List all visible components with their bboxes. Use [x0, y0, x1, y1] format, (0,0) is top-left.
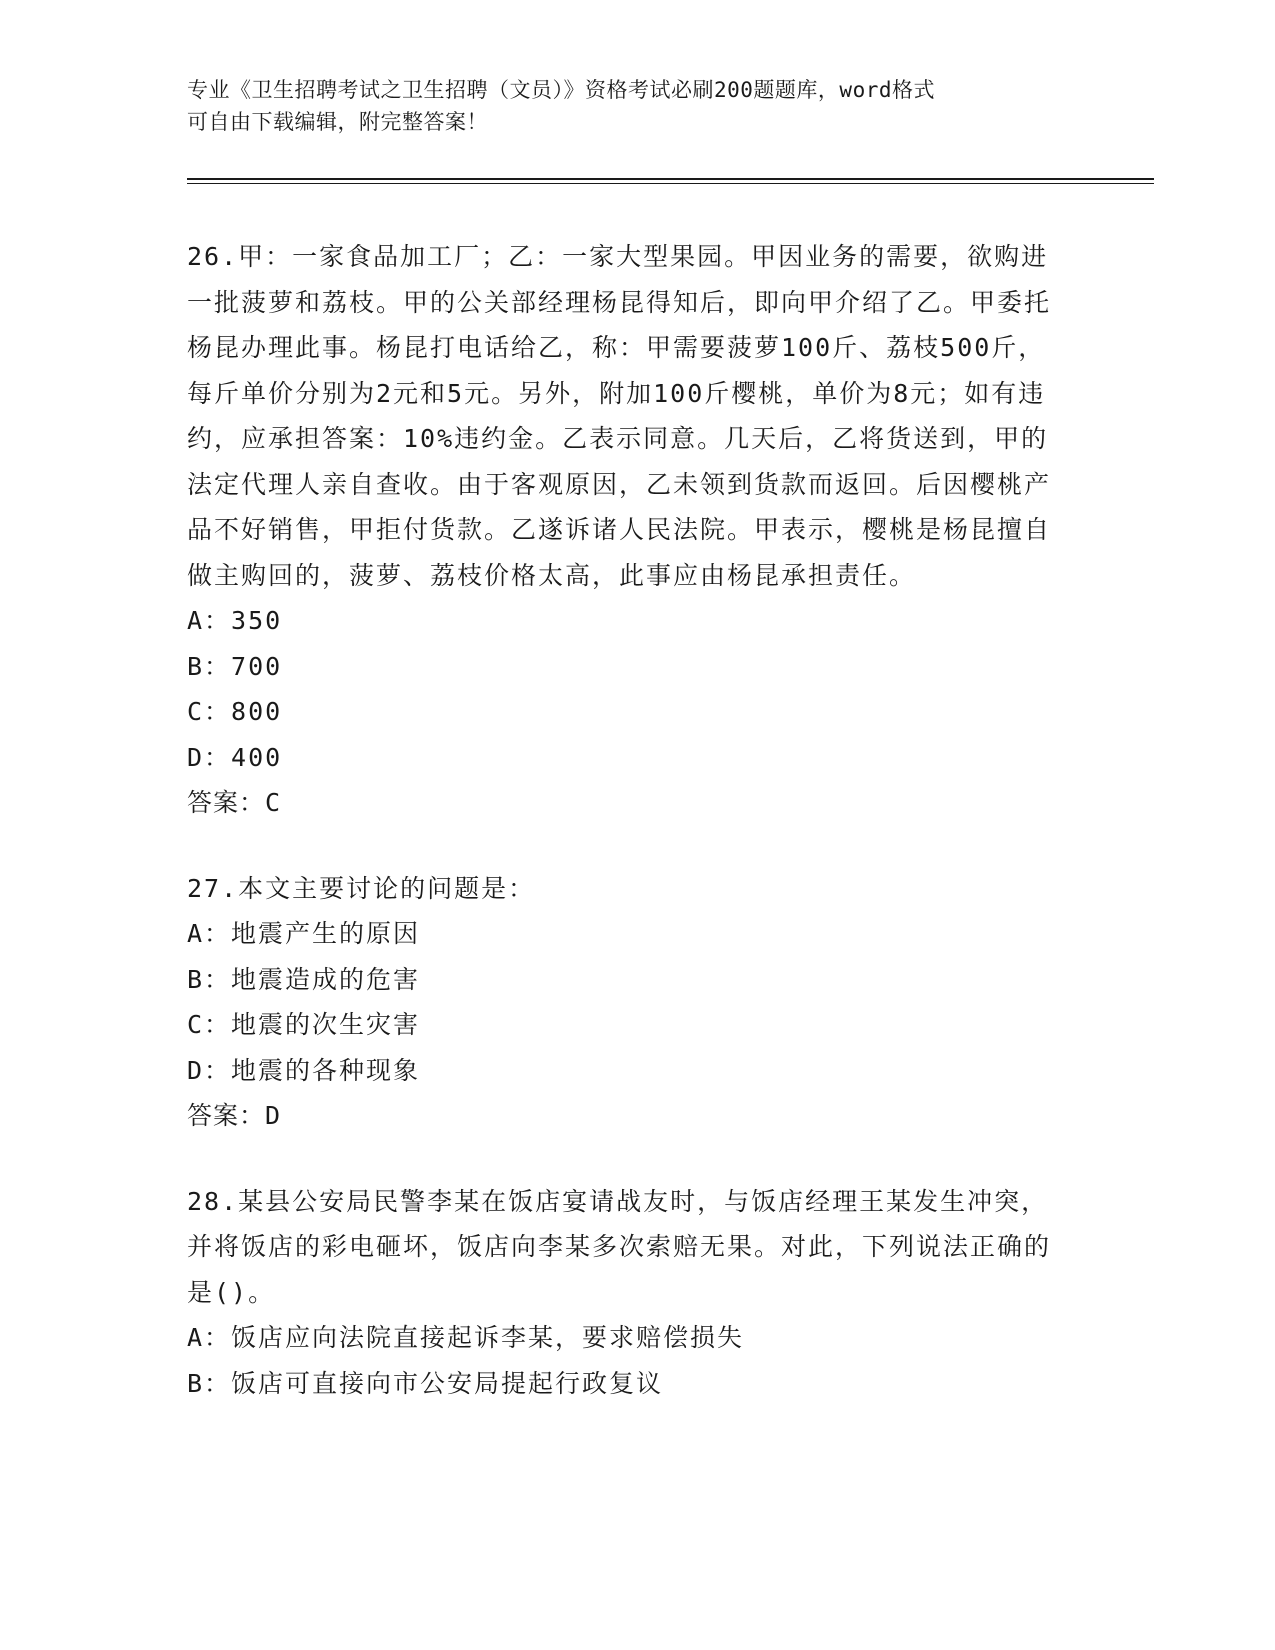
question-27: [187, 866, 1067, 1139]
answer-line: 答案：D: [187, 1101, 282, 1130]
option-a: A：饭店应向法院直接起诉李某，要求赔偿损失: [187, 1323, 745, 1352]
option-a: A：350: [187, 606, 283, 635]
option-b: B：700: [187, 651, 283, 681]
option-b: B：饭店可直接向市公安局提起行政复议: [187, 1368, 664, 1398]
option-b: B：地震造成的危害: [187, 964, 421, 994]
question-stem: 26.甲：一家食品加工厂；乙：一家大型果园。甲因业务的需要，欲购进一批菠萝和荔枝。甲的公关部经理杨昆得知后，即向甲介绍了乙。甲委托杨昆办理此事。杨昆打电话给乙，称：甲需要菠萝100斤、荔枝500斤，每斤单价分别为2元和5元。另外，附加100斤樱桃，单价为8元；如有违约，应承担答案：10%违约金。乙表示同意。几天后，乙将货送到，甲的法定代理人亲自查收。由于客观原因，乙未领到货款而返回。后因樱桃产品不好销售，甲拒付货款。乙遂诉诸人民法院。甲表示，樱桃是杨昆擅自做主购回的，菠萝、荔枝价格太高，此事应由杨昆承担责任。: [187, 242, 1052, 590]
answer-line: 答案：C: [187, 788, 282, 817]
question-28: [187, 1179, 1067, 1407]
option-a: A：地震产生的原因: [187, 919, 421, 948]
option-d: D：地震的各种现象: [187, 1055, 421, 1085]
question-stem: 27.本文主要讨论的问题是：: [187, 873, 536, 903]
question-26: [187, 234, 1067, 826]
option-d: D：400: [187, 742, 283, 772]
option-c: C：800: [187, 697, 283, 726]
question-stem: 28.某县公安局民警李某在饭店宴请战友时，与饭店经理王某发生冲突，并将饭店的彩电砸坏，饭店向李某多次索赔无果。对此，下列说法正确的是()。: [187, 1186, 1052, 1307]
header-line-2: 可自由下载编辑，附完整答案！: [187, 110, 488, 134]
question-list: [187, 234, 1067, 1446]
header-line-1: 专业《卫生招聘考试之卫生招聘（文员）》资格考试必刷200题题库，word格式: [187, 78, 935, 102]
page-header: [187, 74, 1067, 138]
option-c: C：地震的次生灾害: [187, 1010, 421, 1039]
header-divider-thin: [187, 183, 1154, 184]
header-divider: [187, 178, 1154, 180]
